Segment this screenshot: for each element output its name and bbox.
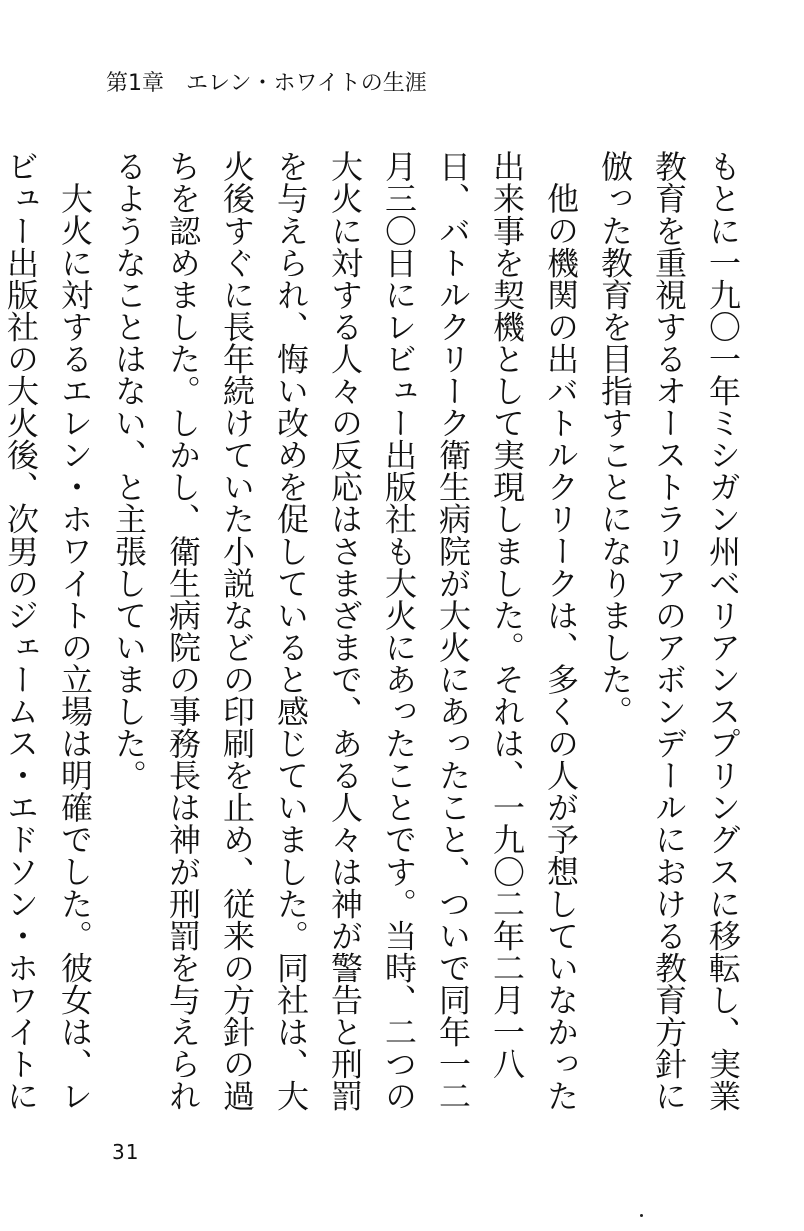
paragraph-3 (0, 150, 102, 1120)
paragraph-2: 他の機関の出バトルクリークは、多くの人が予想していなかった出来事を契機として実現しました。それは、一九〇二年二月一八日、バトルクリーク衛生病院が大火にあったこと、ついで同年一二月三〇日にレビュー出版社も大火にあったことです。当時、二つの大火に対する人々の反応はさまざまで、ある人々は神が警告と刑罰を与えられ、悔い改めを促していると感じていました。同社は、大火後すぐに長年続けていた小説などの印刷を止め、従来の方針の過ちを認めました。しかし、衛生病院の事務長は神が刑罰を与えられるようなことはない、と主張していました。 (110, 150, 580, 1112)
page-number: 31 (112, 1140, 140, 1164)
paragraph-3-part-1: 大火に対するエレン・ホワイトの立場は明確でした。彼女は、レビュー出版社の大火後、次男のジェームス・エドソン・ホワイトに (2, 150, 94, 1112)
corner-mark (640, 1214, 643, 1217)
chapter-number: 第1章 (106, 71, 164, 96)
running-head (106, 66, 427, 97)
body-text (2, 150, 750, 1120)
paragraph-1: もとに一九〇一年ミシガン州ベリアンスプリングスに移転し、実業教育を重視するオーストラリアのアボンデールにおける教育方針に倣った教育を目指すことになりました。 (596, 150, 742, 1112)
chapter-title: エレン・ホワイトの生涯 (186, 71, 427, 96)
